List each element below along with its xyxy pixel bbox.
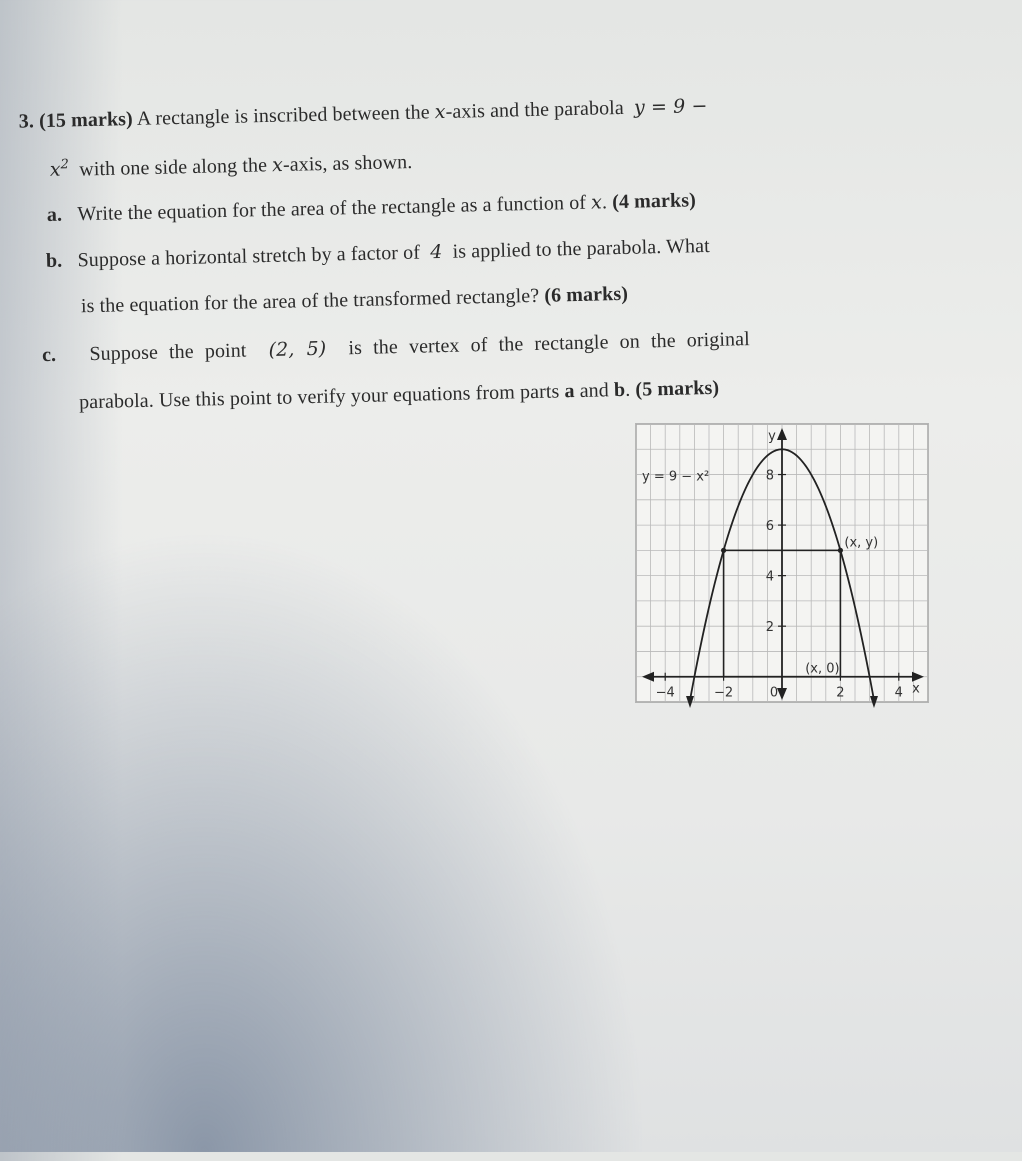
base-point-label: (x, 0) (805, 661, 840, 677)
parabola-graph (632, 420, 932, 710)
part-b-text-3: is the equation for the area of the transformed rectangle? (80, 284, 540, 318)
part-b-letter: b. (45, 249, 63, 273)
part-c-marks: (5 marks) (635, 376, 720, 401)
question-line-2 (50, 150, 413, 183)
x-tick-label: 4 (894, 685, 903, 701)
x-tick-label: 2 (836, 685, 845, 701)
part-a-marks: (4 marks) (611, 189, 697, 214)
parabola-equation: y = 9 − (633, 94, 708, 119)
vertex-point-left (721, 548, 726, 553)
part-c-ref-b: b (613, 378, 626, 402)
curve-label: y = 9 − x² (642, 469, 710, 485)
question-marks: (15 marks) (38, 108, 134, 133)
x-tick-label: −4 (655, 685, 675, 701)
x-squared (50, 159, 70, 181)
part-a-text: Write the equation for the area of the rectangle as a function of (77, 191, 587, 226)
part-c-and: and (579, 379, 610, 402)
part-c-text-2: is the vertex of the rectangle on the original (348, 328, 751, 360)
part-a-variable: x (590, 191, 603, 214)
graph-svg (632, 420, 932, 710)
part-c-text-3: parabola. Use this point to verify your equations from parts (78, 380, 560, 414)
x-squared-exponent: 2 (60, 157, 70, 173)
vertex-point (838, 548, 843, 553)
part-a-letter: a. (46, 203, 63, 226)
part-a-period: . (601, 191, 608, 214)
question-line-1 (19, 95, 708, 134)
part-b-marks: (6 marks) (544, 282, 629, 307)
y-tick-label: 4 (765, 569, 774, 585)
x-tick-label: 0 (769, 685, 779, 701)
part-a (47, 189, 696, 227)
x-variable-2: x (271, 153, 284, 177)
part-c-period: . (624, 378, 631, 401)
question-intro-3: with one side along the (79, 154, 268, 181)
part-b-text-1: Suppose a horizontal stretch by a factor of (77, 241, 421, 272)
question-intro-4: -axis, as shown. (282, 151, 413, 176)
part-b-text-2: is applied to the parabola. What (452, 234, 710, 263)
question-intro-1: A rectangle is inscribed between the (136, 101, 430, 130)
x-variable: x (434, 100, 446, 124)
y-axis-label: y (768, 429, 776, 444)
part-b-line-1 (46, 235, 710, 273)
vertex-label: (x, y) (844, 535, 879, 551)
x-tick-label: −2 (714, 685, 734, 701)
part-b-factor: 4 (429, 241, 443, 264)
part-c-line-2 (79, 377, 719, 415)
y-tick-label: 2 (765, 620, 774, 636)
part-c-text-1: Suppose the point (89, 339, 247, 366)
part-c-point: (2, 5) (268, 337, 327, 362)
y-tick-label: 6 (765, 519, 774, 535)
part-c-ref-a: a (564, 380, 575, 403)
x-axis-label: x (912, 681, 920, 697)
part-c-line-1 (42, 328, 750, 367)
question-number: 3. (18, 110, 35, 133)
y-tick-label: 8 (765, 468, 774, 484)
question-intro-2: -axis and the parabola (445, 96, 625, 123)
part-b-line-2 (81, 283, 629, 318)
x-squared-base: x (49, 159, 61, 182)
part-c-letter: c. (41, 343, 57, 367)
